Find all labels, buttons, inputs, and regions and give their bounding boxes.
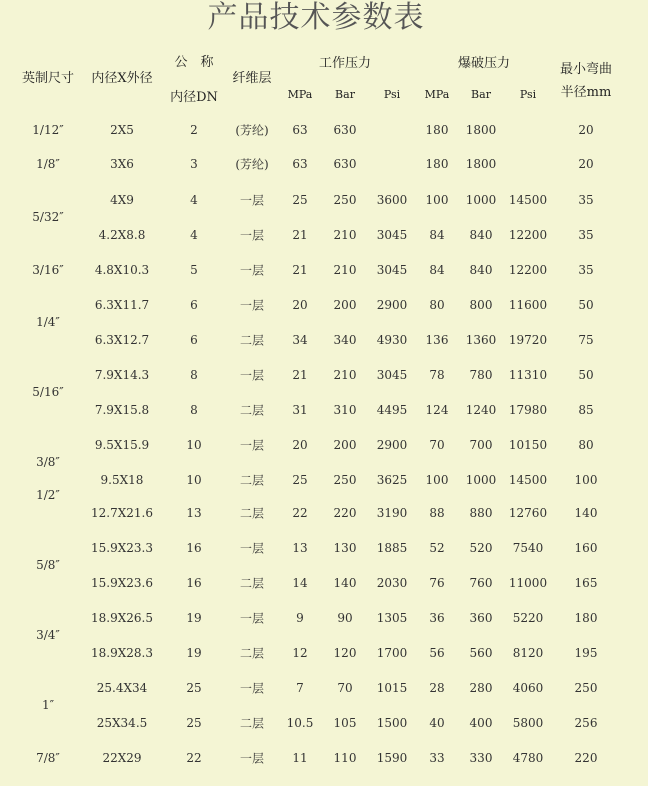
cell-bp-psi: 11000 <box>508 576 548 590</box>
header-wp-psi: Psi <box>383 88 401 101</box>
cell-bp-psi: 12200 <box>508 263 548 277</box>
cell-wp-mpa: 21 <box>292 228 308 242</box>
cell-bend: 165 <box>574 576 598 590</box>
cell-bp-psi: 4780 <box>512 751 544 765</box>
cell-bend: 50 <box>578 368 594 382</box>
cell-wp-bar: 200 <box>333 438 357 452</box>
inch-size-label: 1″ <box>41 698 55 712</box>
cell-bend: 35 <box>578 263 594 277</box>
cell-size: 9.5X18 <box>100 473 144 487</box>
cell-bp-mpa: 100 <box>425 473 449 487</box>
cell-bp-bar: 560 <box>469 646 493 660</box>
cell-wp-psi: 2900 <box>376 298 408 312</box>
cell-layer: 一层 <box>239 193 265 208</box>
cell-dn: 10 <box>186 438 202 452</box>
cell-wp-bar: 210 <box>333 368 357 382</box>
cell-layer: 一层 <box>239 751 265 766</box>
cell-wp-psi: 2900 <box>376 438 408 452</box>
inch-size-label: 7/8″ <box>36 751 60 765</box>
cell-dn: 2 <box>190 123 198 137</box>
cell-size: 18.9X26.5 <box>91 611 153 625</box>
cell-bp-bar: 1000 <box>465 193 497 207</box>
header-burst-pressure: 爆破压力 <box>457 56 511 71</box>
cell-bp-bar: 780 <box>469 368 493 382</box>
cell-dn: 25 <box>186 716 202 730</box>
cell-wp-bar: 250 <box>333 473 357 487</box>
cell-bp-mpa: 136 <box>425 333 449 347</box>
cell-bp-mpa: 36 <box>429 611 445 625</box>
cell-dn: 19 <box>186 611 202 625</box>
cell-dn: 5 <box>190 263 198 277</box>
cell-wp-bar: 200 <box>333 298 357 312</box>
cell-wp-bar: 310 <box>333 403 357 417</box>
cell-layer: (芳纶) <box>235 123 269 138</box>
cell-wp-mpa: 10.5 <box>286 716 314 730</box>
cell-wp-bar: 130 <box>333 541 357 555</box>
cell-wp-mpa: 20 <box>292 298 308 312</box>
cell-bp-bar: 800 <box>469 298 493 312</box>
cell-bend: 20 <box>578 157 594 171</box>
cell-layer: 一层 <box>239 541 265 556</box>
cell-size: 3X6 <box>110 157 134 171</box>
cell-wp-psi: 1700 <box>376 646 408 660</box>
header-min-bend-line1: 最小弯曲 <box>559 62 613 77</box>
cell-bp-bar: 400 <box>469 716 493 730</box>
cell-dn: 3 <box>190 157 198 171</box>
header-bp-psi: Psi <box>519 88 537 101</box>
cell-bp-bar: 840 <box>469 263 493 277</box>
inch-size-label: 5/16″ <box>32 385 64 399</box>
cell-size: 9.5X15.9 <box>94 438 150 452</box>
cell-bp-psi: 11600 <box>508 298 548 312</box>
cell-wp-psi: 2030 <box>376 576 408 590</box>
cell-bp-bar: 280 <box>469 681 493 695</box>
cell-bp-bar: 1240 <box>465 403 497 417</box>
cell-dn: 4 <box>190 228 198 242</box>
cell-layer: 二层 <box>239 576 265 591</box>
cell-bp-mpa: 28 <box>429 681 445 695</box>
inch-size-label: 1/12″ <box>32 123 64 137</box>
inch-size-label: 3/4″ <box>36 628 60 642</box>
inch-size-label: 1/4″ <box>36 315 60 329</box>
cell-bp-bar: 520 <box>469 541 493 555</box>
header-bp-bar: Bar <box>471 88 491 101</box>
cell-dn: 8 <box>190 368 198 382</box>
cell-wp-bar: 140 <box>333 576 357 590</box>
cell-wp-psi: 1885 <box>376 541 408 555</box>
cell-bend: 75 <box>578 333 594 347</box>
cell-bend: 50 <box>578 298 594 312</box>
cell-wp-bar: 210 <box>333 263 357 277</box>
cell-bp-psi: 19720 <box>508 333 548 347</box>
cell-bp-bar: 330 <box>469 751 493 765</box>
cell-bp-mpa: 40 <box>429 716 445 730</box>
cell-bp-mpa: 76 <box>429 576 445 590</box>
cell-bp-mpa: 88 <box>429 506 445 520</box>
header-fiber-layer: 纤维层 <box>232 71 272 86</box>
cell-bp-mpa: 100 <box>425 193 449 207</box>
cell-bend: 35 <box>578 228 594 242</box>
cell-wp-mpa: 25 <box>292 193 308 207</box>
cell-bp-bar: 840 <box>469 228 493 242</box>
cell-bp-bar: 1800 <box>465 157 497 171</box>
cell-layer: 一层 <box>239 228 265 243</box>
cell-dn: 6 <box>190 333 198 347</box>
cell-layer: 一层 <box>239 681 265 696</box>
cell-dn: 10 <box>186 473 202 487</box>
cell-wp-psi: 3045 <box>376 368 408 382</box>
cell-size: 7.9X15.8 <box>94 403 150 417</box>
cell-wp-mpa: 14 <box>292 576 308 590</box>
cell-bp-mpa: 80 <box>429 298 445 312</box>
cell-dn: 16 <box>186 541 202 555</box>
page-title: 产品技术参数表 <box>207 0 425 35</box>
cell-size: 7.9X14.3 <box>94 368 150 382</box>
cell-layer: 二层 <box>239 403 265 418</box>
cell-wp-mpa: 34 <box>292 333 308 347</box>
cell-wp-bar: 220 <box>333 506 357 520</box>
cell-wp-psi: 3190 <box>376 506 408 520</box>
cell-bend: 85 <box>578 403 594 417</box>
cell-wp-psi: 3045 <box>376 263 408 277</box>
header-bp-mpa: MPa <box>424 88 450 101</box>
cell-wp-mpa: 9 <box>296 611 304 625</box>
cell-bp-mpa: 180 <box>425 157 449 171</box>
cell-bp-psi: 12200 <box>508 228 548 242</box>
cell-bend: 100 <box>574 473 598 487</box>
header-working-pressure: 工作压力 <box>318 56 372 71</box>
cell-bp-bar: 700 <box>469 438 493 452</box>
header-min-bend-line2: 半径mm <box>560 85 612 100</box>
cell-wp-psi: 1305 <box>376 611 408 625</box>
cell-size: 4.2X8.8 <box>98 228 146 242</box>
cell-wp-mpa: 13 <box>292 541 308 555</box>
cell-wp-mpa: 11 <box>292 751 308 765</box>
cell-layer: (芳纶) <box>235 157 269 172</box>
cell-layer: 一层 <box>239 263 265 278</box>
cell-size: 4X9 <box>110 193 134 207</box>
cell-bend: 140 <box>574 506 598 520</box>
cell-wp-psi: 1015 <box>376 681 408 695</box>
cell-dn: 13 <box>186 506 202 520</box>
cell-layer: 一层 <box>239 438 265 453</box>
cell-bend: 80 <box>578 438 594 452</box>
cell-wp-mpa: 31 <box>292 403 308 417</box>
cell-size: 22X29 <box>102 751 142 765</box>
cell-size: 2X5 <box>110 123 134 137</box>
cell-bend: 20 <box>578 123 594 137</box>
cell-bend: 195 <box>574 646 598 660</box>
header-inch-size: 英制尺寸 <box>21 71 75 86</box>
cell-wp-mpa: 21 <box>292 263 308 277</box>
cell-wp-mpa: 12 <box>292 646 308 660</box>
cell-wp-psi: 3045 <box>376 228 408 242</box>
cell-bp-psi: 4060 <box>512 681 544 695</box>
cell-layer: 一层 <box>239 298 265 313</box>
cell-bp-bar: 1000 <box>465 473 497 487</box>
cell-bend: 35 <box>578 193 594 207</box>
cell-layer: 二层 <box>239 646 265 661</box>
cell-wp-bar: 210 <box>333 228 357 242</box>
cell-bp-psi: 12760 <box>508 506 548 520</box>
inch-size-label: 5/32″ <box>32 210 64 224</box>
cell-bp-psi: 10150 <box>508 438 548 452</box>
header-wp-mpa: MPa <box>287 88 313 101</box>
cell-bp-bar: 880 <box>469 506 493 520</box>
cell-layer: 二层 <box>239 473 265 488</box>
cell-dn: 8 <box>190 403 198 417</box>
cell-size: 25X34.5 <box>96 716 148 730</box>
cell-layer: 一层 <box>239 611 265 626</box>
cell-bp-psi: 17980 <box>508 403 548 417</box>
cell-dn: 19 <box>186 646 202 660</box>
cell-bp-mpa: 124 <box>425 403 449 417</box>
cell-bp-psi: 14500 <box>508 473 548 487</box>
inch-size-label: 1/2″ <box>36 488 60 502</box>
cell-wp-bar: 630 <box>333 123 357 137</box>
cell-bp-mpa: 180 <box>425 123 449 137</box>
cell-wp-bar: 110 <box>333 751 357 765</box>
cell-bp-psi: 8120 <box>512 646 544 660</box>
cell-wp-mpa: 63 <box>292 123 308 137</box>
cell-bp-mpa: 70 <box>429 438 445 452</box>
cell-bp-mpa: 33 <box>429 751 445 765</box>
cell-dn: 6 <box>190 298 198 312</box>
cell-bend: 160 <box>574 541 598 555</box>
cell-bend: 180 <box>574 611 598 625</box>
cell-wp-mpa: 20 <box>292 438 308 452</box>
cell-dn: 4 <box>190 193 198 207</box>
cell-dn: 25 <box>186 681 202 695</box>
cell-dn: 22 <box>186 751 202 765</box>
cell-size: 18.9X28.3 <box>91 646 153 660</box>
cell-wp-mpa: 25 <box>292 473 308 487</box>
cell-size: 12.7X21.6 <box>91 506 153 520</box>
cell-wp-bar: 250 <box>333 193 357 207</box>
cell-size: 6.3X11.7 <box>94 298 150 312</box>
cell-size: 15.9X23.3 <box>91 541 153 555</box>
cell-wp-psi: 1590 <box>376 751 408 765</box>
cell-wp-psi: 4495 <box>376 403 408 417</box>
cell-wp-mpa: 22 <box>292 506 308 520</box>
cell-size: 15.9X23.6 <box>91 576 153 590</box>
cell-bp-mpa: 84 <box>429 228 445 242</box>
cell-wp-bar: 105 <box>333 716 357 730</box>
inch-size-label: 3/16″ <box>32 263 64 277</box>
cell-bp-bar: 360 <box>469 611 493 625</box>
cell-size: 4.8X10.3 <box>94 263 150 277</box>
cell-bp-psi: 14500 <box>508 193 548 207</box>
cell-bp-mpa: 52 <box>429 541 445 555</box>
cell-bp-bar: 1360 <box>465 333 497 347</box>
cell-bend: 220 <box>574 751 598 765</box>
cell-bp-bar: 760 <box>469 576 493 590</box>
cell-wp-bar: 120 <box>333 646 357 660</box>
cell-wp-bar: 340 <box>333 333 357 347</box>
cell-bp-mpa: 56 <box>429 646 445 660</box>
cell-bp-bar: 1800 <box>465 123 497 137</box>
header-nominal-line1: 公 称 <box>174 55 214 70</box>
header-wp-bar: Bar <box>335 88 355 101</box>
cell-bp-psi: 5220 <box>512 611 544 625</box>
cell-bp-psi: 7540 <box>512 541 544 555</box>
header-nominal-line2: 内径DN <box>170 90 218 105</box>
cell-layer: 二层 <box>239 333 265 348</box>
cell-wp-mpa: 21 <box>292 368 308 382</box>
cell-wp-bar: 630 <box>333 157 357 171</box>
cell-layer: 二层 <box>239 506 265 521</box>
cell-wp-psi: 3625 <box>376 473 408 487</box>
cell-wp-psi: 3600 <box>376 193 408 207</box>
cell-wp-bar: 90 <box>337 611 353 625</box>
cell-layer: 二层 <box>239 716 265 731</box>
cell-bp-psi: 11310 <box>508 368 548 382</box>
cell-wp-psi: 1500 <box>376 716 408 730</box>
cell-bend: 256 <box>574 716 598 730</box>
header-id-od: 内径X外径 <box>91 71 153 86</box>
cell-bp-psi: 5800 <box>512 716 544 730</box>
cell-wp-bar: 70 <box>337 681 353 695</box>
cell-bp-mpa: 84 <box>429 263 445 277</box>
cell-bend: 250 <box>574 681 598 695</box>
cell-size: 6.3X12.7 <box>94 333 150 347</box>
cell-size: 25.4X34 <box>96 681 148 695</box>
cell-layer: 一层 <box>239 368 265 383</box>
cell-wp-mpa: 7 <box>296 681 304 695</box>
inch-size-label: 5/8″ <box>36 558 60 572</box>
inch-size-label: 3/8″ <box>36 455 60 469</box>
cell-wp-psi: 4930 <box>376 333 408 347</box>
cell-wp-mpa: 63 <box>292 157 308 171</box>
cell-dn: 16 <box>186 576 202 590</box>
inch-size-label: 1/8″ <box>36 157 60 171</box>
cell-bp-mpa: 78 <box>429 368 445 382</box>
